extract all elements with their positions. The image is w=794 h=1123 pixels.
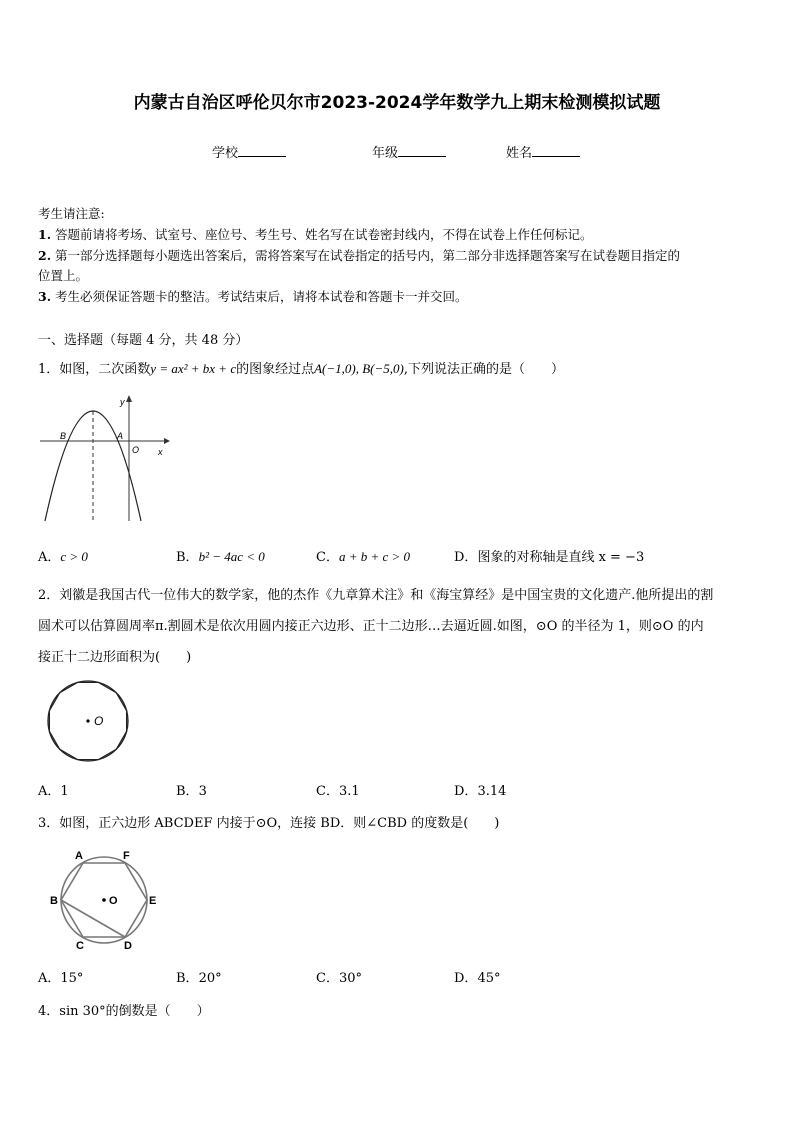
question-number: 2．: [38, 588, 60, 603]
option-label: D．: [454, 971, 478, 986]
option-text: c > 0: [60, 549, 88, 564]
option-text: 3.1: [338, 784, 360, 799]
option-label: D．: [454, 550, 478, 565]
option-label: A．: [38, 971, 61, 986]
center-label: O: [94, 714, 104, 728]
option-text: 3.14: [477, 784, 507, 799]
page-title: 内蒙古自治区呼伦贝尔市2023-2024学年数学九上期末检测模拟试题: [133, 93, 661, 113]
vertex-a-label: A: [75, 850, 83, 862]
q2-option-c: [316, 780, 360, 799]
center-label: O: [109, 895, 118, 907]
school-label: 学校: [212, 146, 239, 161]
name-label: 姓名: [506, 146, 533, 161]
option-text: 3: [198, 784, 207, 799]
q3-option-c: [316, 967, 362, 986]
question-3: [38, 812, 499, 831]
q1-option-d: [454, 546, 644, 565]
function-expression: y = ax² + bx + c: [150, 361, 237, 376]
option-text: 图象的对称轴是直线 x = −3: [477, 550, 645, 565]
name-blank: [532, 144, 580, 157]
school-blank: [238, 144, 286, 157]
origin-label: O: [132, 445, 140, 455]
q3-option-d: [454, 967, 500, 986]
grade-label: 年级: [372, 146, 399, 161]
y-axis-arrow: [126, 395, 132, 402]
vertex-b-label: B: [50, 895, 58, 907]
option-text: b² − 4ac < 0: [198, 549, 265, 564]
question-text: 如图，二次函数: [59, 362, 151, 377]
question-1: [38, 358, 564, 377]
option-label: C．: [316, 971, 339, 986]
q1-option-c: [316, 546, 410, 565]
option-text: a + b + c > 0: [338, 549, 411, 564]
point-b-label: B: [60, 431, 67, 441]
option-text: 45°: [477, 971, 501, 986]
school-field: [212, 142, 286, 161]
vertex-e-label: E: [149, 895, 157, 907]
center-point: [86, 719, 89, 722]
option-label: A．: [38, 550, 61, 565]
q2-option-b: [176, 780, 207, 799]
notes-header: 考生请注意:: [38, 206, 105, 221]
grade-field: [372, 142, 446, 161]
vertex-d-label: D: [124, 940, 132, 952]
x-axis-arrow: [164, 438, 170, 444]
note-text: 第一部分选择题每小题选出答案后，需将答案写在试卷指定的括号内，第二部分非选择题答案写在试卷题目指定的: [55, 248, 681, 263]
points-expression: A(−1,0), B(−5,0): [314, 361, 404, 376]
q1-option-a: [38, 546, 88, 565]
question-number: 3．: [38, 816, 60, 831]
note-item-3: [38, 287, 468, 305]
option-label: D．: [454, 784, 478, 799]
option-label: B．: [176, 784, 199, 799]
vertex-f-label: F: [123, 850, 130, 862]
dodecagon-figure: [36, 678, 142, 768]
question-text: 刘徽是我国古代一位伟大的数学家，他的杰作《九章算术注》和《海宝算经》是中国宝贵的文化遗产.他所提出的割: [59, 588, 714, 603]
option-text: 20°: [198, 971, 222, 986]
option-text: 1: [60, 784, 69, 799]
question-number: 1．: [38, 362, 60, 377]
option-label: A．: [38, 784, 61, 799]
note-text: 考生必须保证答题卡的整洁。考试结束后，请将本试卷和答题卡一并交回。: [55, 289, 468, 304]
note-num: 2.: [38, 248, 52, 263]
point-a-label: A: [117, 431, 124, 441]
note-item-1: [38, 225, 593, 243]
note-item-2: [38, 246, 680, 264]
grade-blank: [398, 144, 446, 157]
q1-option-b: [176, 546, 265, 565]
name-field: [506, 142, 580, 161]
q2-option-a: [38, 780, 69, 799]
center-point: [102, 898, 106, 902]
section-heading: 一、选择题（每题 4 分，共 48 分）: [38, 333, 249, 348]
note-text: 答题前请将考场、试室号、座位号、考生号、姓名写在试卷密封线内，不得在试卷上作任何标记。: [55, 227, 593, 242]
note-text: 位置上。: [38, 268, 89, 283]
option-label: B．: [176, 550, 199, 565]
hexagon-figure: [46, 845, 166, 957]
question-4: [38, 1000, 210, 1019]
note-item-2-cont: [38, 266, 88, 284]
question-text: 如图，正六边形 ABCDEF 内接于⊙O，连接 BD．则∠CBD 的度数是( ): [59, 816, 500, 831]
question-text: sin 30°的倒数是（ ）: [59, 1004, 210, 1019]
question-2-line-2: 圆术可以估算圆周率π.割圆术是依次用圆内接正六边形、正十二边形…去逼近圆.如图，⊙O 的半径为 1，则⊙O 的内: [38, 619, 704, 634]
vertex-c-label: C: [76, 940, 84, 952]
parabola-figure: [40, 393, 180, 525]
question-2-line-1: [38, 584, 713, 603]
q3-option-a: [38, 967, 83, 986]
note-num: 3.: [38, 289, 52, 304]
y-label: y: [120, 397, 125, 407]
option-text: 15°: [60, 971, 84, 986]
option-label: C．: [316, 784, 339, 799]
option-label: C．: [316, 550, 339, 565]
question-number: 4．: [38, 1004, 60, 1019]
x-label: x: [158, 447, 163, 457]
q2-option-d: [454, 780, 506, 799]
question-2-line-3: 接正十二边形面积为( ): [38, 650, 192, 665]
note-num: 1.: [38, 227, 52, 242]
question-text: ,下列说法正确的是（ ）: [403, 362, 564, 377]
option-label: B．: [176, 971, 199, 986]
question-text: 的图象经过点: [236, 362, 315, 377]
q3-option-b: [176, 967, 222, 986]
option-text: 30°: [338, 971, 362, 986]
